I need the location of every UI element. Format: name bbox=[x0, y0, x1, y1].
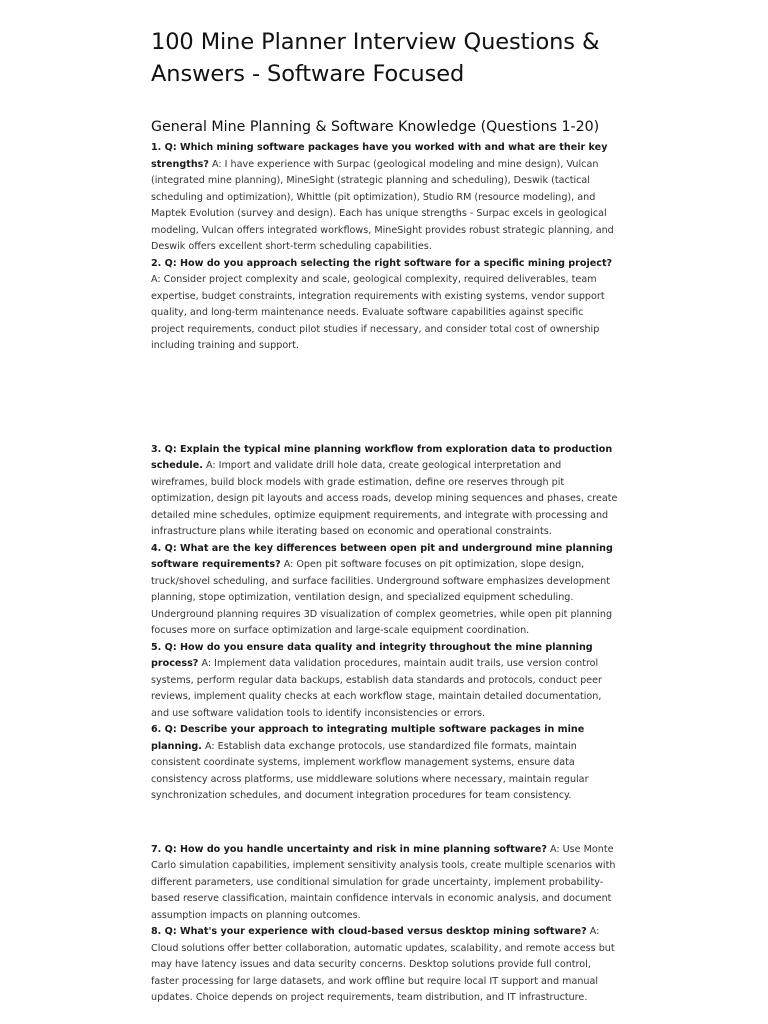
qa-item-7 bbox=[151, 842, 619, 925]
answer-text: A: Import and validate drill hole data, create geological interpretation and wireframes, build block models with grade estimation, define ore reserves through pit optimization, design pit layouts and access roads, develop mining sequences and phases, create detailed mine schedules, optimize equipment requirements, and integrate with processing and infrastructure plans while iterating based on economic and operational constraints. bbox=[151, 460, 618, 537]
answer-text: A: Implement data validation procedures, maintain audit trails, use version control systems, perform regular data backups, establish data standards and protocols, conduct peer reviews, implement quality checks at each workflow stage, maintain detailed documentation, and use software validation tools to identify inconsistencies or errors. bbox=[151, 658, 602, 719]
question-text: 3. Q: Explain the typical mine planning workflow from exploration data to production schedule. bbox=[151, 443, 613, 471]
question-text: 6. Q: Describe your approach to integrating multiple software packages in mine planning. bbox=[151, 724, 585, 752]
question-text: 5. Q: How do you ensure data quality and integrity throughout the mine planning process? bbox=[151, 641, 593, 669]
question-text: 4. Q: What are the key differences between open pit and underground mine planning software requirements? bbox=[151, 542, 613, 570]
question-text: 2. Q: How do you approach selecting the right software for a specific mining project? bbox=[151, 257, 613, 269]
section-heading: General Mine Planning & Software Knowledge (Questions 1-20) bbox=[151, 119, 600, 135]
qa-item-1 bbox=[151, 140, 619, 256]
document-title: 100 Mine Planner Interview Questions & Answers - Software Focused bbox=[151, 29, 600, 87]
qa-item-3 bbox=[151, 442, 619, 541]
question-text: 7. Q: How do you handle uncertainty and risk in mine planning software? bbox=[151, 843, 547, 855]
answer-text: A: Use Monte Carlo simulation capabilities, implement sensitivity analysis tools, create multiple scenarios with different parameters, use conditional simulation for grade uncertainty, implement probability-based reserve classification, maintain confidence intervals in economic analysis, and document assumption impacts on planning outcomes. bbox=[151, 843, 616, 921]
qa-item-5 bbox=[151, 640, 619, 723]
qa-item-2 bbox=[151, 256, 619, 355]
answer-text: A: Open pit software focuses on pit optimization, slope design, truck/shovel scheduling, and surface facilities. Underground software emphasizes development planning, stope optimization, ventilation design, and specialized equipment scheduling. Underground planning requires 3D visualization of complex geometries, while open pit planning focuses more on surface optimization and large-scale equipment coordination. bbox=[151, 559, 613, 636]
question-text: 1. Q: Which mining software packages have you worked with and what are their key strengths? bbox=[151, 142, 608, 170]
qa-item-6 bbox=[151, 722, 619, 805]
qa-item-8 bbox=[151, 924, 619, 1007]
qa-item-4 bbox=[151, 541, 619, 640]
answer-text: A: Establish data exchange protocols, use standardized file formats, maintain consistent coordinate systems, implement workflow management systems, ensure data consistency across platforms, use middleware solutions where necessary, maintain regular synchronization schedules, and document integration procedures for team consistency. bbox=[151, 740, 589, 801]
answer-text: A: I have experience with Surpac (geological modeling and mine design), Vulcan (integrated mine planning), MineSight (strategic planning and scheduling), Deswik (tactical scheduling and optimization), Whittle (pit optimization), Studio RM (resource modeling), and Maptek Evolution (survey and design). Each has unique strengths - Surpac excels in geological modeling, Vulcan offers integrated workflows, MineSight provides robust strategic planning, and Deswik offers excellent short-term scheduling capabilities. bbox=[151, 158, 614, 252]
question-text: 8. Q: What's your experience with cloud-based versus desktop mining software? bbox=[151, 926, 587, 937]
document-page bbox=[151, 0, 619, 1007]
answer-text: A: Cloud solutions offer better collaboration, automatic updates, scalability, and remote access but may have latency issues and data security concerns. Desktop solutions provide full control, faster processing for large datasets, and work offline but require local IT support and manual updates. Choice depends on project requirements, team distribution, and IT infrastructure. bbox=[151, 926, 615, 1003]
answer-text: A: Consider project complexity and scale, geological complexity, required deliverables, team expertise, budget constraints, integration requirements with existing systems, vendor support quality, and long-term maintenance needs. Evaluate software capabilities against specific project requirements, conduct pilot studies if necessary, and consider total cost of ownership including training and support. bbox=[151, 274, 605, 351]
